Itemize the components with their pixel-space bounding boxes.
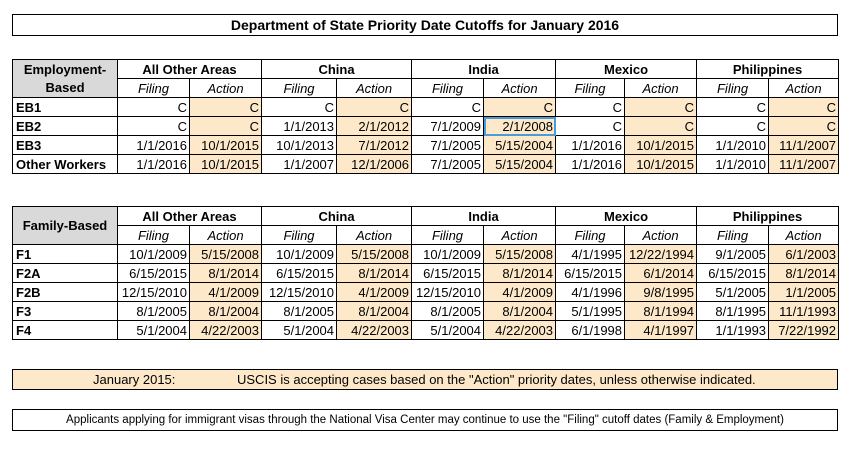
filing-date-cell[interactable]: 8/1/2005 [412,302,484,321]
country-header: Mexico [556,207,697,226]
filing-date-cell[interactable]: 1/1/2013 [262,117,337,136]
action-date-cell[interactable]: 9/8/1995 [625,283,697,302]
action-date-cell[interactable]: 11/1/2007 [769,136,839,155]
filing-date-cell[interactable]: 5/1/2004 [118,321,190,340]
table-row [13,283,839,302]
filing-date-cell[interactable]: 12/15/2010 [412,283,484,302]
action-date-cell[interactable]: C [769,98,839,117]
row-label: EB2 [13,117,118,136]
country-header: Philippines [697,207,839,226]
filing-date-cell[interactable]: C [556,98,625,117]
row-label: F3 [13,302,118,321]
filing-date-cell[interactable]: C [118,117,190,136]
table-row [13,264,839,283]
filing-date-cell[interactable]: 8/1/2005 [262,302,337,321]
filing-date-cell[interactable]: 9/1/2005 [697,245,769,264]
country-header: Philippines [697,60,839,79]
action-date-cell[interactable]: 5/15/2008 [484,245,556,264]
action-date-cell[interactable]: 7/1/2012 [337,136,412,155]
action-date-cell[interactable]: C [625,117,697,136]
table-row [13,321,839,340]
filing-date-cell[interactable]: C [412,98,484,117]
action-date-cell[interactable]: 12/22/1994 [625,245,697,264]
nvc-note: Applicants applying for immigrant visas through the National Visa Center may continue to use the "Filing" cutoff dates (Family & Employment) [12,409,838,431]
filing-date-cell[interactable]: 4/1/1996 [556,283,625,302]
action-date-cell[interactable]: 5/15/2004 [484,155,556,174]
filing-date-cell[interactable]: 1/1/2010 [697,155,769,174]
action-date-cell[interactable]: 4/22/2003 [337,321,412,340]
action-date-cell[interactable]: 2/1/2008 [484,117,556,136]
page-title: Department of State Priority Date Cutoffs for January 2016 [12,14,838,36]
filing-date-cell[interactable]: 1/1/2016 [118,155,190,174]
action-date-cell[interactable]: 2/1/2012 [337,117,412,136]
filing-date-cell[interactable]: C [556,117,625,136]
family-corner-header: Family-Based [13,207,118,245]
filing-date-cell[interactable]: C [118,98,190,117]
country-header: China [262,207,412,226]
table-row [13,136,839,155]
filing-date-cell[interactable]: 6/15/2015 [262,264,337,283]
filing-subheader: Filing [118,79,190,98]
action-date-cell[interactable]: 4/22/2003 [484,321,556,340]
filing-subheader: Filing [262,226,337,245]
action-date-cell[interactable]: 4/1/2009 [337,283,412,302]
employment-corner-header [13,60,118,98]
action-subheader: Action [190,226,262,245]
action-date-cell[interactable]: 4/1/1997 [625,321,697,340]
action-subheader: Action [190,79,262,98]
filing-date-cell[interactable]: 1/1/2016 [118,136,190,155]
filing-date-cell[interactable]: 7/1/2005 [412,155,484,174]
filing-date-cell[interactable]: C [697,117,769,136]
action-date-cell[interactable]: 8/1/2014 [484,264,556,283]
filing-date-cell[interactable]: C [262,98,337,117]
uscis-note [12,369,838,390]
filing-subheader: Filing [118,226,190,245]
action-date-cell[interactable]: 5/15/2008 [337,245,412,264]
filing-subheader: Filing [556,226,625,245]
filing-date-cell[interactable]: 5/1/2004 [262,321,337,340]
note-month-label: January 2015: [93,372,176,387]
action-date-cell[interactable]: C [190,98,262,117]
filing-date-cell[interactable]: 6/15/2015 [118,264,190,283]
action-subheader: Action [769,226,839,245]
filing-subheader: Filing [556,79,625,98]
row-label: F4 [13,321,118,340]
table-row [13,302,839,321]
filing-date-cell[interactable]: 5/1/2005 [697,283,769,302]
action-date-cell[interactable]: C [625,98,697,117]
action-date-cell[interactable]: 8/1/2014 [337,264,412,283]
country-header: India [412,207,556,226]
filing-date-cell[interactable]: 10/1/2009 [262,245,337,264]
action-date-cell[interactable]: 4/1/2009 [484,283,556,302]
action-date-cell[interactable]: 8/1/2004 [337,302,412,321]
action-subheader: Action [484,226,556,245]
action-date-cell[interactable]: 4/1/2009 [190,283,262,302]
action-date-cell[interactable]: C [337,98,412,117]
action-date-cell[interactable]: 5/15/2004 [484,136,556,155]
filing-date-cell[interactable]: 8/1/2005 [118,302,190,321]
filing-subheader: Filing [697,226,769,245]
filing-date-cell[interactable]: 1/1/2010 [697,136,769,155]
filing-date-cell[interactable]: 7/1/2005 [412,136,484,155]
row-label: F1 [13,245,118,264]
filing-date-cell[interactable]: 10/1/2013 [262,136,337,155]
filing-subheader: Filing [697,79,769,98]
filing-date-cell[interactable]: 4/1/1995 [556,245,625,264]
row-label: F2B [13,283,118,302]
country-header: Mexico [556,60,697,79]
action-subheader: Action [625,226,697,245]
row-label: F2A [13,264,118,283]
table-row [13,245,839,264]
action-date-cell[interactable]: 8/1/2014 [190,264,262,283]
action-date-cell[interactable]: C [769,117,839,136]
action-subheader: Action [484,79,556,98]
action-date-cell[interactable]: C [190,117,262,136]
filing-date-cell[interactable]: 1/1/2016 [556,136,625,155]
action-date-cell[interactable]: 7/22/1992 [769,321,839,340]
action-subheader: Action [337,226,412,245]
filing-date-cell[interactable]: 1/1/2016 [556,155,625,174]
country-header: All Other Areas [118,60,262,79]
action-date-cell[interactable]: 11/1/1993 [769,302,839,321]
action-date-cell[interactable]: 6/1/2014 [625,264,697,283]
action-date-cell[interactable]: 5/15/2008 [190,245,262,264]
filing-date-cell[interactable]: 8/1/1995 [697,302,769,321]
action-date-cell[interactable]: C [484,98,556,117]
filing-date-cell[interactable]: 12/15/2010 [262,283,337,302]
action-date-cell[interactable]: 8/1/2004 [484,302,556,321]
filing-date-cell[interactable]: 6/1/1998 [556,321,625,340]
action-date-cell[interactable]: 8/1/1994 [625,302,697,321]
filing-date-cell[interactable]: 5/1/2004 [412,321,484,340]
table-row [13,117,839,136]
filing-subheader: Filing [412,79,484,98]
filing-date-cell[interactable]: 12/15/2010 [118,283,190,302]
corner-line-2: Based [45,79,85,95]
filing-date-cell[interactable]: 6/15/2015 [412,264,484,283]
action-subheader: Action [769,79,839,98]
action-date-cell[interactable]: 10/1/2015 [625,155,697,174]
corner-line-1: Employment- [23,61,107,77]
filing-subheader: Filing [262,79,337,98]
action-date-cell[interactable]: 11/1/2007 [769,155,839,174]
action-date-cell[interactable]: 8/1/2004 [190,302,262,321]
filing-date-cell[interactable]: 1/1/1993 [697,321,769,340]
table-row [13,98,839,117]
employment-based-table [12,59,839,174]
row-label: EB1 [13,98,118,117]
action-date-cell[interactable]: 10/1/2015 [625,136,697,155]
action-date-cell[interactable]: 4/22/2003 [190,321,262,340]
action-date-cell[interactable]: 6/1/2003 [769,245,839,264]
action-date-cell[interactable]: 1/1/2005 [769,283,839,302]
action-subheader: Action [337,79,412,98]
action-date-cell[interactable]: 8/1/2014 [769,264,839,283]
family-based-table [12,206,839,340]
filing-date-cell[interactable]: 1/1/2007 [262,155,337,174]
row-label: EB3 [13,136,118,155]
filing-date-cell[interactable]: 6/15/2015 [697,264,769,283]
note-text: USCIS is accepting cases based on the "Action" priority dates, unless otherwise indicated. [237,372,756,387]
country-header: China [262,60,412,79]
action-date-cell[interactable]: 10/1/2015 [190,155,262,174]
filing-date-cell[interactable]: 6/15/2015 [556,264,625,283]
filing-date-cell[interactable]: 10/1/2009 [118,245,190,264]
filing-date-cell[interactable]: 10/1/2009 [412,245,484,264]
country-header: India [412,60,556,79]
filing-date-cell[interactable]: 7/1/2009 [412,117,484,136]
country-header: All Other Areas [118,207,262,226]
filing-date-cell[interactable]: C [697,98,769,117]
action-subheader: Action [625,79,697,98]
filing-subheader: Filing [412,226,484,245]
table-row [13,155,839,174]
row-label: Other Workers [13,155,118,174]
filing-date-cell[interactable]: 5/1/1995 [556,302,625,321]
action-date-cell[interactable]: 10/1/2015 [190,136,262,155]
action-date-cell[interactable]: 12/1/2006 [337,155,412,174]
